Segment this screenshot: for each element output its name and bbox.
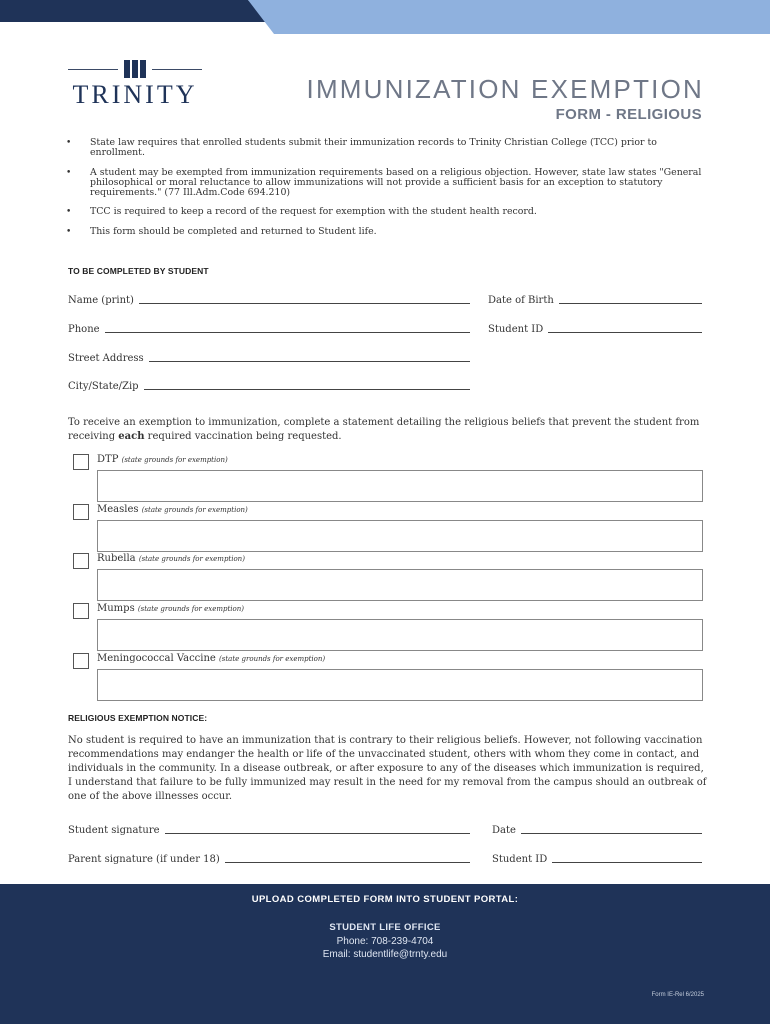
exemption-instructions [68, 416, 708, 444]
city-field[interactable] [68, 381, 470, 392]
intro-bullet: • A student may be exempted from immunization requirements based on a religious objection. However, state law states "General philosophical or moral reluctance to allow immunizations will not provide a sufficient basis for an exception to statutory requirements." (77 Ill.Adm.Code 694.210) [66, 168, 706, 199]
dtp-label [97, 454, 228, 465]
vaccine-note: (state grounds for exemption) [137, 605, 244, 613]
parent-signature-label: Parent signature (if under 18) [68, 854, 220, 865]
vaccine-name: DTP [97, 454, 119, 465]
city-label: City/State/Zip [68, 381, 139, 392]
upload-instruction: UPLOAD COMPLETED FORM INTO STUDENT PORTAL: [251, 894, 519, 905]
phone-label: Phone [68, 324, 100, 335]
vaccine-note: (state grounds for exemption) [141, 506, 248, 514]
date-field[interactable] [492, 825, 702, 836]
student-signature-label: Student signature [68, 825, 160, 836]
name-input-line[interactable] [139, 303, 470, 304]
vaccine-name: Meningococcal Vaccine [97, 653, 216, 664]
vaccine-name: Mumps [97, 603, 135, 614]
signature-student-id-field[interactable] [492, 854, 702, 865]
logo-rule-left [68, 69, 118, 70]
dob-input-line[interactable] [559, 303, 702, 304]
instructions-text-end: required vaccination being requested. [144, 431, 342, 442]
rubella-label [97, 553, 245, 564]
footer [0, 884, 770, 1024]
name-label: Name (print) [68, 295, 134, 306]
student-section-heading: TO BE COMPLETED BY STUDENT [68, 266, 209, 276]
intro-bullet: • State law requires that enrolled students submit their immunization records to Trinity Christian College (TCC) prior to enrollment. [66, 138, 706, 159]
vaccine-name: Measles [97, 504, 139, 515]
logo-pillars-icon [124, 60, 146, 78]
dtp-checkbox[interactable] [73, 454, 89, 470]
rubella-grounds-input[interactable] [97, 569, 703, 601]
office-email: Email: studentlife@trnty.edu [322, 949, 448, 960]
signature-student-id-line[interactable] [552, 862, 702, 863]
street-input-line[interactable] [149, 361, 470, 362]
city-input-line[interactable] [144, 389, 470, 390]
office-phone: Phone: 708-239-4704 [336, 936, 434, 947]
phone-field[interactable] [68, 324, 470, 335]
intro-bullet-list [66, 138, 706, 246]
instructions-emphasis: each [118, 431, 145, 442]
parent-signature-line[interactable] [225, 862, 470, 863]
mumps-grounds-input[interactable] [97, 619, 703, 651]
mumps-checkbox[interactable] [73, 603, 89, 619]
intro-bullet: • This form should be completed and returned to Student life. [66, 227, 706, 237]
form-code: Form IE-Rel 6/2025 [651, 992, 704, 998]
top-banner-light [248, 0, 770, 34]
vaccine-note: (state grounds for exemption) [138, 555, 245, 563]
meningococcal-label [97, 653, 325, 664]
student-signature-line[interactable] [165, 833, 470, 834]
dtp-grounds-input[interactable] [97, 470, 703, 502]
vaccine-name: Rubella [97, 553, 136, 564]
top-banner-dark [0, 0, 270, 22]
student-signature-field[interactable] [68, 825, 470, 836]
instructions-text: To receive an exemption to immunization, complete a statement detailing the religious beliefs that prevent the student from receiving [68, 417, 700, 442]
phone-input-line[interactable] [105, 332, 470, 333]
signature-student-id-label: Student ID [492, 854, 548, 865]
date-label: Date [492, 825, 516, 836]
student-id-label: Student ID [488, 324, 544, 335]
measles-label [97, 504, 248, 515]
logo-rule-right [152, 69, 202, 70]
notice-text: No student is required to have an immunization that is contrary to their religious beliefs. However, not following vaccination recommendations may endanger the health or life of the unvaccinated student, others with whom they come in contact, and individuals in the community. In a disease outbreak, or after exposure to any of the diseases which immunization is required, I understand that failure to be fully immunized may result in the need for my removal from the campus should an outbreak of one of the above illnesses occur. [68, 735, 707, 802]
meningococcal-grounds-input[interactable] [97, 669, 703, 701]
dob-label: Date of Birth [488, 295, 554, 306]
street-label: Street Address [68, 353, 144, 364]
dob-field[interactable] [488, 295, 702, 306]
date-input-line[interactable] [521, 833, 702, 834]
measles-grounds-input[interactable] [97, 520, 703, 552]
meningococcal-checkbox[interactable] [73, 653, 89, 669]
measles-checkbox[interactable] [73, 504, 89, 520]
vaccine-note: (state grounds for exemption) [219, 655, 326, 663]
name-field[interactable] [68, 295, 470, 306]
parent-signature-field[interactable] [68, 854, 470, 865]
office-name: STUDENT LIFE OFFICE [329, 922, 441, 933]
form-subtitle: FORM - RELIGIOUS [555, 106, 702, 123]
notice-heading: RELIGIOUS EXEMPTION NOTICE: [68, 713, 208, 723]
trinity-logo [68, 60, 202, 110]
student-id-field[interactable] [488, 324, 702, 335]
student-id-input-line[interactable] [548, 332, 702, 333]
rubella-checkbox[interactable] [73, 553, 89, 569]
logo-text: TRINITY [72, 80, 198, 109]
street-field[interactable] [68, 353, 470, 364]
vaccine-note: (state grounds for exemption) [121, 456, 228, 464]
intro-bullet: • TCC is required to keep a record of the request for exemption with the student health record. [66, 207, 706, 217]
form-title: IMMUNIZATION EXEMPTION [306, 74, 704, 104]
mumps-label [97, 603, 244, 614]
